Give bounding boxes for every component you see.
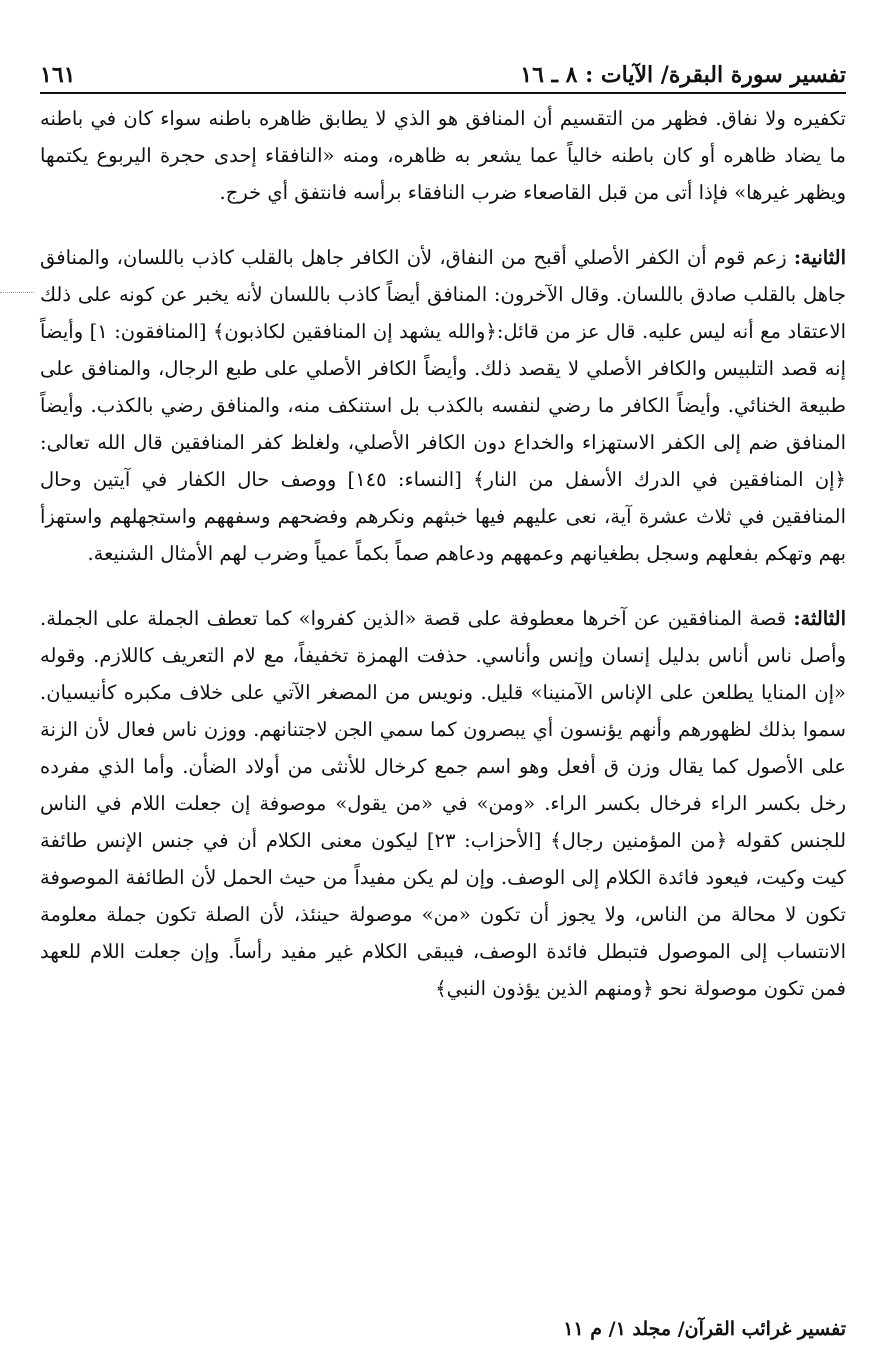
running-title: تفسير سورة البقرة/ الآيات : ٨ ـ ١٦	[520, 62, 846, 88]
page-header	[40, 52, 846, 88]
body-text	[40, 100, 846, 1007]
paragraph-third-point	[40, 600, 846, 1007]
book-page	[40, 0, 846, 1371]
paragraph-second-point	[40, 239, 846, 572]
paragraph-second-text: زعم قوم أن الكفر الأصلي أقبح من النفاق، لأن الكافر جاهل بالقلب كاذب باللسان، والمنافق جاهل بالقلب صادق باللسان. وقال الآخرون: المنافق أيضاً كاذب باللسان لأنه يخبر عن كونه على ذلك الاعتقاد مع أنه ليس عليه. قال عز من قائل:﴿والله يشهد إن المنافقين لكاذبون﴾ [المنافقون: ١] وأيضاً إنه قصد التلبيس والكافر الأصلي لا يقصد ذلك. وأيضاً الكافر الأصلي على طبع الرجال، والمنافق على طبيعة الخنائي. وأيضاً الكافر ما رضي لنفسه بالكذب بل استنكف منه، والمنافق رضي بالكذب. وأيضاً المنافق ضم إلى الكفر الاستهزاء والخداع دون الكافر الأصلي، ولغلظ كفر المنافقين قال الله تعالى: ﴿إن المنافقين في الدرك الأسفل من النار﴾ [النساء: ١٤٥] ووصف حال الكفار في آيتين وحال المنافقين في ثلاث عشرة آية، نعى عليهم فيها خبثهم ونكرهم وفضحهم وسفههم واستجهلهم واستهزأ بهم وتهكم بفعلهم وسجل بطغيانهم وعمههم ودعاهم صماً بكماً عمياً وضرب لهم الأمثال الشنيعة.	[40, 246, 846, 565]
signature-footer: تفسير غرائب القرآن/ مجلد ١/ م ١١	[563, 1318, 846, 1340]
header-rule	[40, 92, 846, 94]
paragraph-continuation: تكفيره ولا نفاق. فظهر من التقسيم أن المنافق هو الذي لا يطابق ظاهره باطنه سواء كان في باطنه ما يضاد ظاهره أو كان باطنه خالياً عما يشعر به ظاهره، ومنه «النافقاء إحدى حجرة اليربوع يكتمها ويظهر غيرها» فإذا أتى من قبل القاصعاء ضرب النافقاء برأسه فانتفق أي خرج.	[40, 107, 846, 204]
section-label-second: الثانية:	[793, 246, 846, 269]
section-label-third: الثالثة:	[793, 607, 846, 630]
paragraph-third-text: قصة المنافقين عن آخرها معطوفة على قصة «الذين كفروا» كما تعطف الجملة على الجملة. وأصل ناس أناس بدليل إنسان وإنس وأناسي. حذفت الهمزة تخفيفاً، مع لام التعريف كاللازم. وقوله «إن المنايا يطلعن على الإناس الآمنينا» قليل. ونويس من المصغر الآتي على خلاف مكبره كأنيسيان. سموا بذلك لظهورهم وأنهم يؤنسون أي يبصرون كما سمي الجن لاجتنانهم. ووزن ناس فعال لأن الزنة على الأصول كما يقال وزن ق أفعل وهو اسم جمع كرخال للأنثى من أولاد الضأن. وأما الذي مفرده رخل بكسر الراء فرخال بكسر الراء. «ومن» في «من يقول» موصوفة إن جعلت اللام في الناس للجنس كقوله ﴿من المؤمنين رجال﴾ [الأحزاب: ٢٣] ليكون معنى الكلام أن في جنس الإنس طائفة كيت وكيت، فيعود فائدة الكلام إلى الوصف. وإن لم يكن مفيداً من حيث الحمل لأن الطائفة الموصوفة تكون لا محالة من الناس، ولا يجوز أن تكون «من» موصولة حينئذ، لأن الصلة تكون جملة معلومة الانتساب إلى الموصول فتبطل فائدة الوصف، فيبقى الكلام غير مفيد رأساً. وإن جعلت اللام للعهد فمن تكون موصولة نحو ﴿ومنهم الذين يؤذون النبي﴾	[40, 607, 847, 1000]
page-number: ١٦١	[40, 62, 76, 88]
margin-mark	[0, 292, 34, 293]
